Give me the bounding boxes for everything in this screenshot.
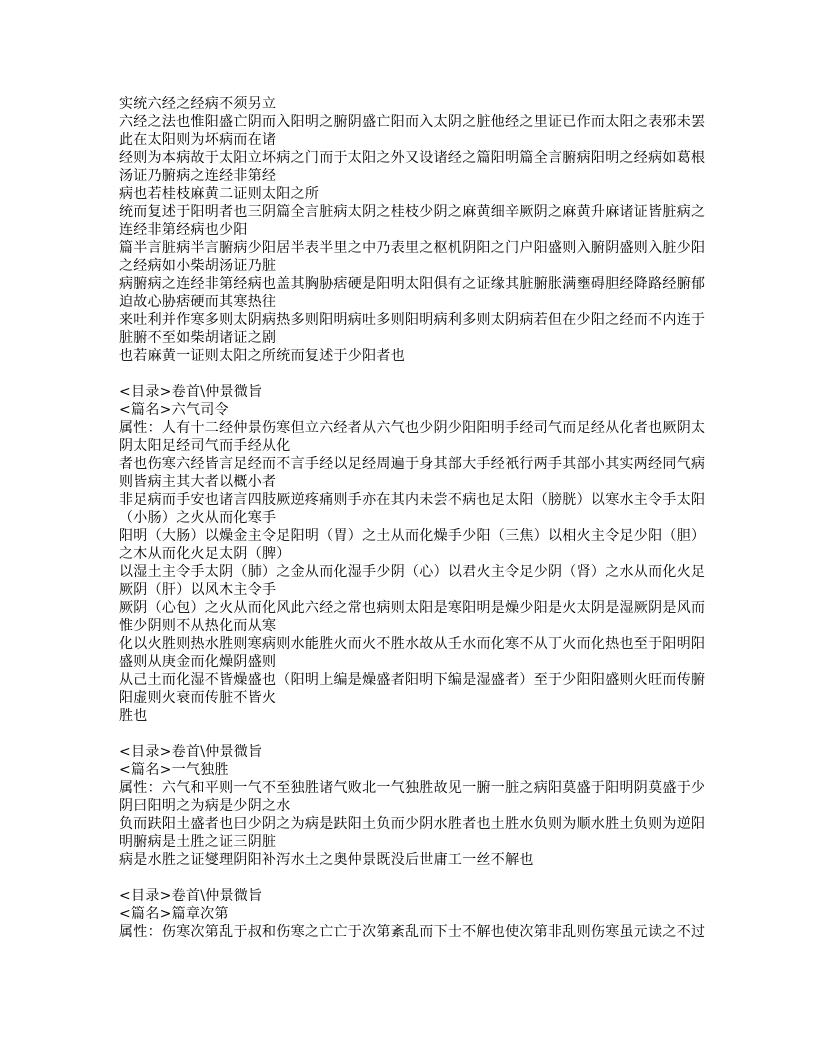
section-title: <篇名>一气独胜: [119, 762, 229, 778]
text-line: 迫故心胁痞硬而其寒热往: [119, 294, 277, 310]
text-line: 病是水胜之证燮理阴阳补泻水土之奥仲景既没后世庸工一丝不解也: [119, 852, 534, 868]
spacer: [119, 365, 709, 383]
text-line: 惟少阴则不从热化而从寒: [119, 618, 277, 634]
catalog-label: <目录>卷首\仲景微旨: [119, 744, 263, 760]
section-liuqi-siling: [119, 383, 709, 725]
text-line: 从己土而化湿不皆燥盛也（阳明上编是燥盛者阳明下编是湿盛者）至于少阳阳盛则火旺而传腑: [119, 672, 706, 688]
text-line: 负而趺阳土盛者也曰少阴之为病是趺阳土负而少阴水胜者也土胜水负则为顺水胜土负则为逆阳: [119, 816, 706, 832]
section-title: <篇名>六气司令: [119, 402, 229, 418]
text-line: 来吐利并作寒多则太阴病热多则阳明病吐多则阳明病利多则太阴病若但在少阳之经而不内连于: [119, 312, 706, 328]
text-line: 明腑病是土胜之证三阴脏: [119, 834, 277, 850]
text-line: 统而复述于阳明者也三阴篇全言脏病太阴之桂枝少阴之麻黄细辛厥阴之麻黄升麻诸证皆脏病之: [119, 204, 706, 220]
document-page: [119, 95, 709, 941]
text-line: 厥阴（肝）以风木主令手: [119, 582, 277, 598]
text-line: 阳虚则火衰而传脏不皆火: [119, 690, 277, 706]
catalog-label: <目录>卷首\仲景微旨: [119, 384, 263, 400]
text-line: 病也若桂枝麻黄二证则太阳之所: [119, 186, 320, 202]
text-line: 阴曰阳明之为病是少阴之水: [119, 798, 291, 814]
text-line: 此在太阳则为坏病而在诸: [119, 132, 277, 148]
text-line: 盛则从庚金而化燥阴盛则: [119, 654, 277, 670]
text-line: 也若麻黄一证则太阳之所统而复述于少阳者也: [119, 348, 405, 364]
text-line: 厥阴（心包）之火从而化风此六经之常也病则太阳是寒阳明是燥少阳是火太阴是湿厥阴是风而: [119, 600, 706, 616]
text-line: 属性：六气和平则一气不至独胜诸气败北一气独胜故见一腑一脏之病阳莫盛于阳明阴莫盛于少: [119, 780, 706, 796]
text-line: 胜也: [119, 708, 148, 724]
text-line: 属性：人有十二经仲景伤寒但立六经者从六气也少阴少阳阳明手经司气而足经从化者也厥阴太: [119, 420, 706, 436]
text-line: 脏腑不至如柴胡诸证之剧: [119, 330, 277, 346]
text-line: 篇半言脏病半言腑病少阳居半表半里之中乃表里之枢机阴阳之门户阳盛则入腑阴盛则入脏少阳: [119, 240, 706, 256]
text-line: 汤证乃腑病之连经非第经: [119, 168, 277, 184]
section-title: <篇名>篇章次第: [119, 906, 229, 922]
text-line: 以湿土主令手太阴（肺）之金从而化湿手少阴（心）以君火主令足少阴（肾）之水从而化火足: [119, 564, 706, 580]
catalog-label: <目录>卷首\仲景微旨: [119, 888, 263, 904]
spacer: [119, 725, 709, 743]
text-line: 阳明（大肠）以燥金主令足阳明（胃）之土从而化燥手少阳（三焦）以相火主令足少阳（胆）: [119, 528, 706, 544]
text-line: 化以火胜则热水胜则寒病则水能胜火而火不胜水故从壬水而化寒不从丁火而化热也至于阳明阳: [119, 636, 706, 652]
section-yiqi-dusheng: [119, 743, 709, 869]
text-line: 六经之法也惟阳盛亡阴而入阳明之腑阴盛亡阳而入太阴之脏他经之里证已作而太阳之表邪未罢: [119, 114, 706, 130]
section-pianzhang-cidi: [119, 887, 709, 941]
text-line: 实统六经之经病不须另立: [119, 96, 277, 112]
text-line: 者也伤寒六经皆言足经而不言手经以足经周遍于身其部大手经衹行两手其部小其实两经同气病: [119, 456, 706, 472]
text-line: 之经病如小柴胡汤证乃脏: [119, 258, 277, 274]
spacer: [119, 869, 709, 887]
text-line: 则皆病主其大者以概小者: [119, 474, 277, 490]
text-line: 属性：伤寒次第乱于叔和伤寒之亡亡于次第紊乱而下士不解也使次第非乱则伤寒虽元读之不过: [119, 924, 706, 940]
text-line: 之木从而化火足太阴（脾）: [119, 546, 291, 562]
text-line: （小肠）之火从而化寒手: [119, 510, 277, 526]
text-line: 经则为本病故于太阳立坏病之门而于太阳之外又设诸经之篇阳明篇全言腑病阳明之经病如葛根: [119, 150, 706, 166]
text-line: 病腑病之连经非第经病也盖其胸胁痞硬是阳明太阳俱有之证缘其脏腑胀满壅碍胆经降路经腑郁: [119, 276, 706, 292]
intro-text: [119, 95, 709, 365]
text-line: 阴太阳足经司气而手经从化: [119, 438, 291, 454]
text-line: 连经非第经病也少阳: [119, 222, 248, 238]
text-line: 非足病而手安也诸言四肢厥逆疼痛则手亦在其内未尝不病也足太阳（膀胱）以寒水主令手太阳: [119, 492, 706, 508]
